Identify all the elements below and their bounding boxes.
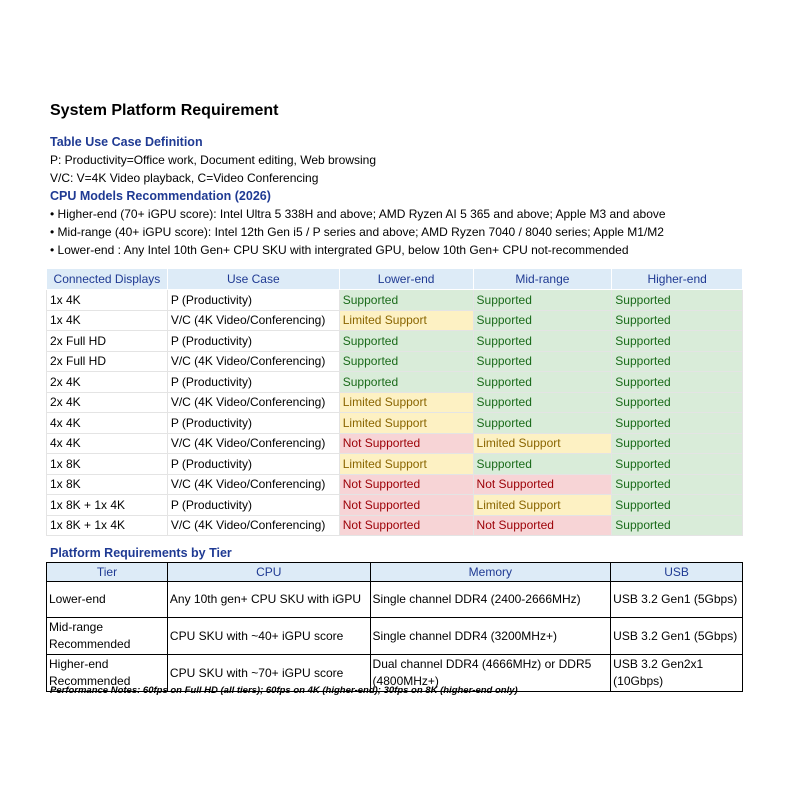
use-case-cell: V/C (4K Video/Conferencing) bbox=[167, 515, 339, 536]
column-header: Memory bbox=[370, 563, 611, 582]
column-header: Connected Displays bbox=[47, 269, 168, 290]
higher-end-status: Supported bbox=[612, 515, 743, 536]
lower-end-status: Not Supported bbox=[339, 515, 473, 536]
table-row bbox=[47, 392, 743, 413]
higher-end-status: Supported bbox=[612, 310, 743, 331]
use-case-table bbox=[46, 268, 743, 536]
page-title: System Platform Requirement bbox=[50, 102, 279, 119]
mid-range-status: Not Supported bbox=[473, 515, 612, 536]
lower-end-status: Supported bbox=[339, 290, 473, 311]
column-header: Use Case bbox=[167, 269, 339, 290]
lower-end-status: Not Supported bbox=[339, 474, 473, 495]
use-case-cell: P (Productivity) bbox=[167, 290, 339, 311]
cpu-item: • Higher-end (70+ iGPU score): Intel Ultra 5 338H and above; AMD Ryzen AI 5 365 and above; Apple M3 and above bbox=[50, 207, 666, 221]
mid-range-status: Supported bbox=[473, 331, 612, 352]
definition-line: P: Productivity=Office work, Document editing, Web browsing bbox=[50, 153, 377, 167]
use-case-cell: P (Productivity) bbox=[167, 413, 339, 434]
memory-cell: Single channel DDR4 (2400-2666MHz) bbox=[370, 582, 611, 618]
display-cell: 1x 8K + 1x 4K bbox=[47, 495, 168, 516]
column-header: Lower-end bbox=[339, 269, 473, 290]
higher-end-status: Supported bbox=[612, 372, 743, 393]
higher-end-status: Supported bbox=[612, 331, 743, 352]
lower-end-status: Limited Support bbox=[339, 413, 473, 434]
display-cell: 1x 4K bbox=[47, 310, 168, 331]
lower-end-status: Supported bbox=[339, 331, 473, 352]
mid-range-status: Supported bbox=[473, 351, 612, 372]
mid-range-status: Limited Support bbox=[473, 495, 612, 516]
lower-end-status: Limited Support bbox=[339, 454, 473, 475]
tier-cell: Lower-end bbox=[47, 582, 168, 618]
definition-heading: Table Use Case Definition bbox=[50, 135, 203, 149]
cpu-item: • Mid-range (40+ iGPU score): Intel 12th Gen i5 / P series and above; AMD Ryzen 7040 / 8040 series; Apple M1/M2 bbox=[50, 225, 664, 239]
higher-end-status: Supported bbox=[612, 454, 743, 475]
table-row bbox=[47, 495, 743, 516]
column-header: Mid-range bbox=[473, 269, 612, 290]
tier-cell: Higher-end Recommended bbox=[47, 655, 168, 692]
table-row bbox=[47, 474, 743, 495]
display-cell: 1x 8K bbox=[47, 454, 168, 475]
higher-end-status: Supported bbox=[612, 433, 743, 454]
table-row bbox=[47, 310, 743, 331]
table-header-row bbox=[47, 269, 743, 290]
higher-end-status: Supported bbox=[612, 290, 743, 311]
table-row bbox=[47, 582, 743, 618]
column-header: CPU bbox=[167, 563, 370, 582]
tier-heading: Platform Requirements by Tier bbox=[50, 546, 232, 560]
display-cell: 1x 8K bbox=[47, 474, 168, 495]
cpu-cell: CPU SKU with ~40+ iGPU score bbox=[167, 618, 370, 655]
higher-end-status: Supported bbox=[612, 351, 743, 372]
mid-range-status: Supported bbox=[473, 290, 612, 311]
use-case-cell: V/C (4K Video/Conferencing) bbox=[167, 474, 339, 495]
use-case-cell: P (Productivity) bbox=[167, 331, 339, 352]
display-cell: 4x 4K bbox=[47, 433, 168, 454]
higher-end-status: Supported bbox=[612, 392, 743, 413]
table-row bbox=[47, 618, 743, 655]
mid-range-status: Supported bbox=[473, 310, 612, 331]
table-row bbox=[47, 515, 743, 536]
mid-range-status: Limited Support bbox=[473, 433, 612, 454]
cpu-item: • Lower-end : Any Intel 10th Gen+ CPU SKU with intergrated GPU, below 10th Gen+ CPU not-recommended bbox=[50, 243, 629, 257]
table-row bbox=[47, 331, 743, 352]
definition-line: V/C: V=4K Video playback, C=Video Conferencing bbox=[50, 171, 319, 185]
use-case-cell: V/C (4K Video/Conferencing) bbox=[167, 351, 339, 372]
lower-end-status: Limited Support bbox=[339, 310, 473, 331]
display-cell: 1x 8K + 1x 4K bbox=[47, 515, 168, 536]
display-cell: 2x Full HD bbox=[47, 331, 168, 352]
lower-end-status: Not Supported bbox=[339, 433, 473, 454]
table-row bbox=[47, 413, 743, 434]
table-row bbox=[47, 351, 743, 372]
higher-end-status: Supported bbox=[612, 474, 743, 495]
usb-cell: USB 3.2 Gen1 (5Gbps) bbox=[611, 582, 743, 618]
table-row bbox=[47, 290, 743, 311]
higher-end-status: Supported bbox=[612, 495, 743, 516]
memory-cell: Single channel DDR4 (3200MHz+) bbox=[370, 618, 611, 655]
mid-range-status: Supported bbox=[473, 413, 612, 434]
column-header: Higher-end bbox=[612, 269, 743, 290]
usb-cell: USB 3.2 Gen1 (5Gbps) bbox=[611, 618, 743, 655]
cpu-cell: CPU SKU with ~70+ iGPU score bbox=[167, 655, 370, 692]
display-cell: 4x 4K bbox=[47, 413, 168, 434]
mid-range-status: Not Supported bbox=[473, 474, 612, 495]
display-cell: 2x Full HD bbox=[47, 351, 168, 372]
use-case-cell: V/C (4K Video/Conferencing) bbox=[167, 310, 339, 331]
table-header-row bbox=[47, 563, 743, 582]
higher-end-status: Supported bbox=[612, 413, 743, 434]
performance-note: Performance Notes: 60fps on Full HD (all tiers); 60fps on 4K (higher-end); 30fps on 8K (higher-end only) bbox=[50, 685, 518, 696]
tier-table bbox=[46, 562, 743, 692]
display-cell: 2x 4K bbox=[47, 392, 168, 413]
cpu-cell: Any 10th gen+ CPU SKU with iGPU bbox=[167, 582, 370, 618]
use-case-cell: V/C (4K Video/Conferencing) bbox=[167, 433, 339, 454]
use-case-cell: P (Productivity) bbox=[167, 454, 339, 475]
mid-range-status: Supported bbox=[473, 392, 612, 413]
lower-end-status: Supported bbox=[339, 351, 473, 372]
cpu-heading: CPU Models Recommendation (2026) bbox=[50, 189, 271, 203]
memory-cell: Dual channel DDR4 (4666MHz) or DDR5 (4800MHz+) bbox=[370, 655, 611, 692]
table-row bbox=[47, 454, 743, 475]
display-cell: 1x 4K bbox=[47, 290, 168, 311]
mid-range-status: Supported bbox=[473, 454, 612, 475]
usb-cell: USB 3.2 Gen2x1 (10Gbps) bbox=[611, 655, 743, 692]
column-header: Tier bbox=[47, 563, 168, 582]
table-row bbox=[47, 433, 743, 454]
lower-end-status: Limited Support bbox=[339, 392, 473, 413]
lower-end-status: Supported bbox=[339, 372, 473, 393]
tier-cell: Mid-range Recommended bbox=[47, 618, 168, 655]
use-case-cell: P (Productivity) bbox=[167, 372, 339, 393]
use-case-cell: P (Productivity) bbox=[167, 495, 339, 516]
table-row bbox=[47, 372, 743, 393]
column-header: USB bbox=[611, 563, 743, 582]
use-case-cell: V/C (4K Video/Conferencing) bbox=[167, 392, 339, 413]
mid-range-status: Supported bbox=[473, 372, 612, 393]
display-cell: 2x 4K bbox=[47, 372, 168, 393]
lower-end-status: Not Supported bbox=[339, 495, 473, 516]
